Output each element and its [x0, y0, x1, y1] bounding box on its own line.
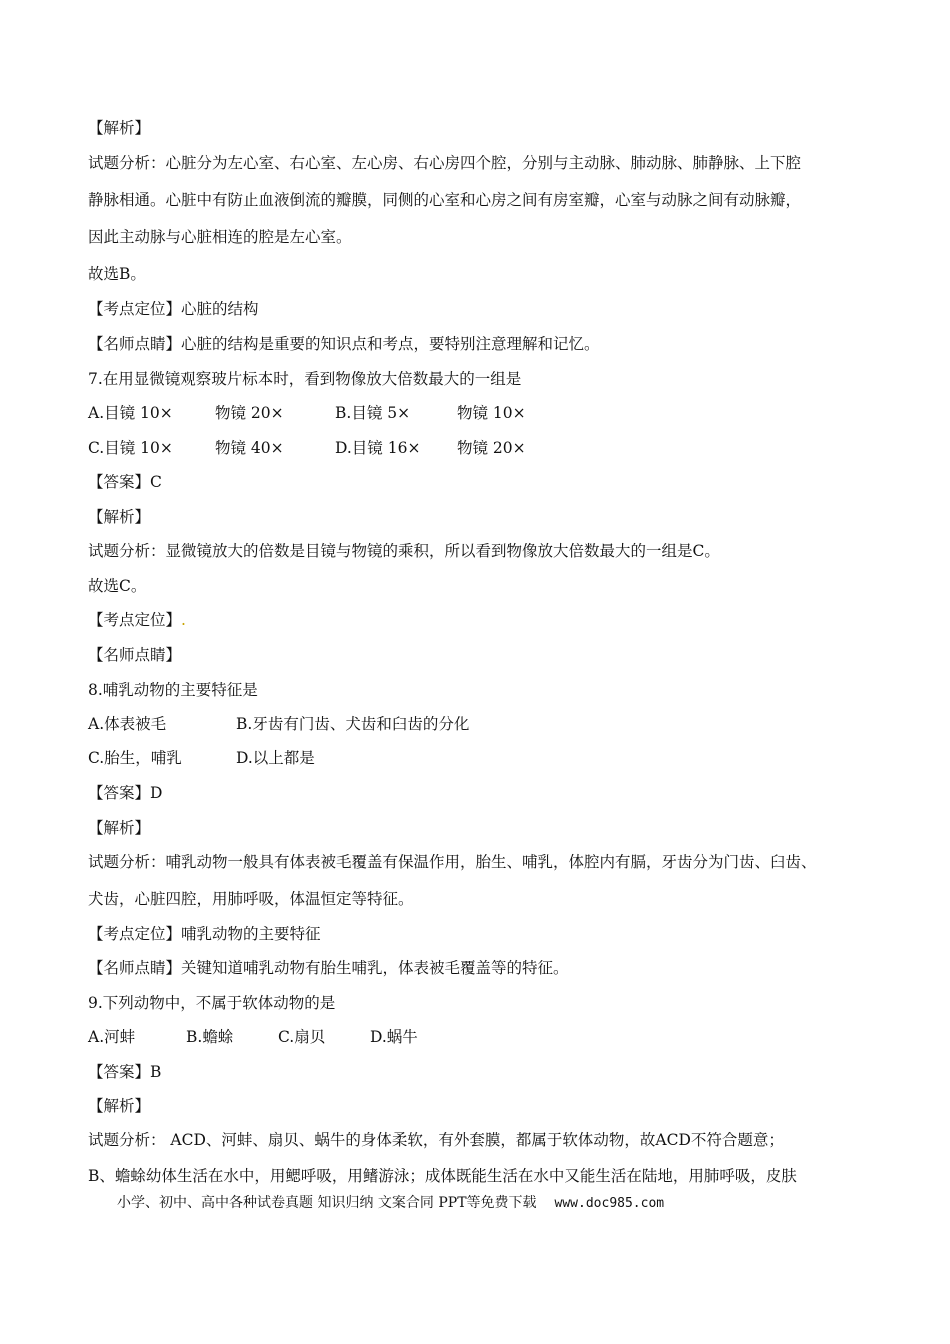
analysis-heading: 【解析】: [88, 508, 151, 526]
q7-option-c: C.目镜 10×: [88, 439, 173, 457]
analysis-text: 试题分析： ACD、河蚌、扇贝、蜗牛的身体柔软，有外套膜，都属于软体动物，故ACD不符合题意；: [88, 1131, 784, 1149]
q9-option-a: A.河蚌: [88, 1028, 136, 1046]
question-9: 9.下列动物中，不属于软体动物的是: [88, 994, 336, 1012]
analysis-heading: 【解析】: [88, 1097, 151, 1115]
q7-option-d-objective: 物镜 20×: [457, 439, 526, 457]
question-7: 7.在用显微镜观察玻片标本时，看到物像放大倍数最大的一组是: [88, 370, 522, 388]
answer-7: 【答案】C: [88, 473, 162, 491]
analysis-text: 因此主动脉与心脏相连的腔是左心室。: [88, 228, 352, 246]
q8-option-a: A.体表被毛: [88, 715, 167, 733]
analysis-heading: 【解析】: [88, 119, 151, 137]
q7-option-a-objective: 物镜 20×: [215, 404, 284, 422]
q8-option-b: B.牙齿有门齿、犬齿和臼齿的分化: [236, 715, 470, 733]
key-point: 【考点定位】心脏的结构: [88, 300, 259, 318]
q9-option-b: B.蟾蜍: [186, 1028, 234, 1046]
analysis-text: 试题分析：心脏分为左心室、右心室、左心房、右心房四个腔，分别与主动脉、肺动脉、肺静脉、上下腔: [88, 154, 802, 172]
analysis-text: 静脉相通。心脏中有防止血液倒流的瓣膜，同侧的心室和心房之间有房室瓣，心室与动脉之间有动脉瓣，: [88, 191, 802, 209]
footer-url[interactable]: www.doc985.com: [554, 1196, 665, 1211]
q7-option-d: D.目镜 16×: [335, 439, 421, 457]
q9-option-d: D.蜗牛: [370, 1028, 418, 1046]
analysis-text: 试题分析：哺乳动物一般具有体表被毛覆盖有保温作用，胎生、哺乳，体腔内有膈，牙齿分为门齿、臼齿、: [88, 853, 817, 871]
q7-option-b: B.目镜 5×: [335, 404, 411, 422]
answer-9: 【答案】B: [88, 1063, 162, 1081]
analysis-text: B、蟾蜍幼体生活在水中，用鳃呼吸，用鳍游泳；成体既能生活在水中又能生活在陆地，用肺呼吸，皮肤: [88, 1167, 797, 1185]
q7-option-c-objective: 物镜 40×: [215, 439, 284, 457]
q8-option-d: D.以上都是: [236, 749, 315, 767]
dot-mark: .: [181, 611, 186, 629]
q8-option-c: C.胎生，哺乳: [88, 749, 182, 767]
teacher-note: 【名师点睛】: [88, 646, 182, 664]
analysis-text: 试题分析：显微镜放大的倍数是目镜与物镜的乘积，所以看到物像放大倍数最大的一组是C。: [88, 542, 720, 560]
teacher-note: 【名师点睛】心脏的结构是重要的知识点和考点，要特别注意理解和记忆。: [88, 335, 600, 353]
choice-conclusion: 故选B。: [88, 265, 146, 283]
teacher-note: 【名师点睛】关键知道哺乳动物有胎生哺乳，体表被毛覆盖等的特征。: [88, 959, 569, 977]
analysis-heading: 【解析】: [88, 819, 151, 837]
q9-option-c: C.扇贝: [278, 1028, 326, 1046]
q7-option-a: A.目镜 10×: [88, 404, 173, 422]
footer-text: 小学、初中、高中各种试卷真题 知识归纳 文案合同 PPT等免费下载: [117, 1195, 537, 1211]
question-8: 8.哺乳动物的主要特征是: [88, 681, 258, 699]
analysis-text: 犬齿，心脏四腔，用肺呼吸，体温恒定等特征。: [88, 890, 414, 908]
page-footer: [117, 1194, 664, 1213]
key-point: [88, 610, 186, 630]
q7-option-b-objective: 物镜 10×: [457, 404, 526, 422]
key-point: 【考点定位】哺乳动物的主要特征: [88, 925, 321, 943]
choice-conclusion: 故选C。: [88, 577, 147, 595]
key-point-label: 【考点定位】: [88, 611, 182, 629]
answer-8: 【答案】D: [88, 784, 163, 802]
